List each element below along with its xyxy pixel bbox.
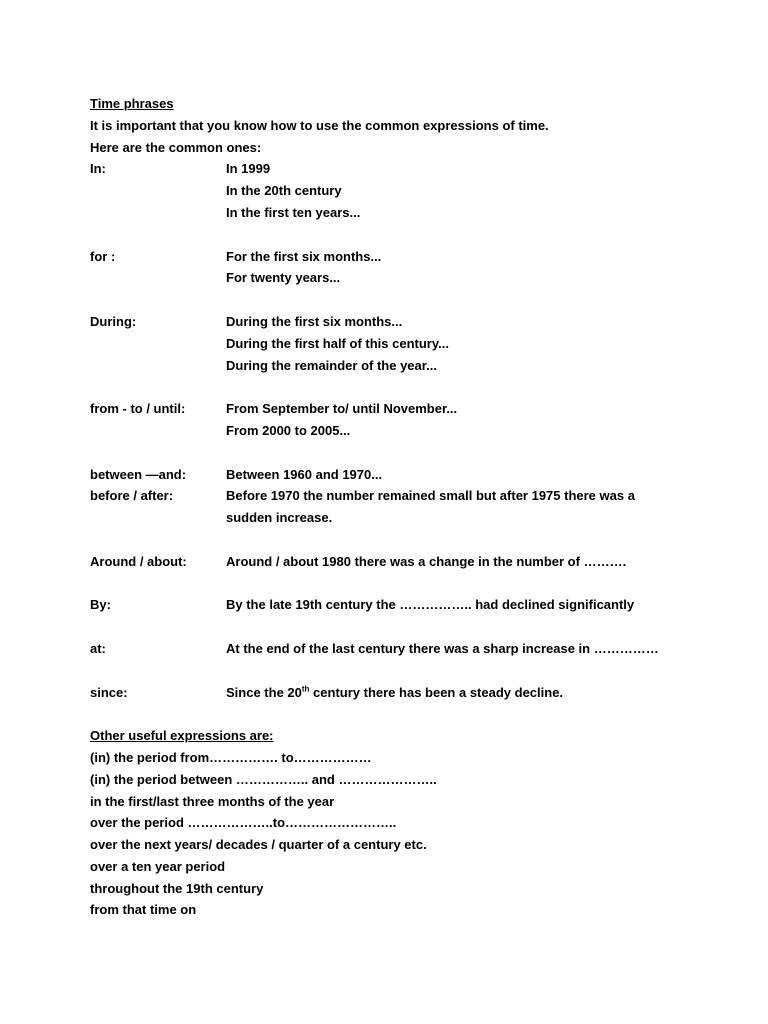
page-title: Time phrases [90,96,174,111]
phrase-label: between —and: [90,466,187,482]
phrase-example: Between 1960 and 1970... [226,466,383,482]
phrase-row [90,333,690,355]
phrase-row [90,464,690,486]
phrase-label: before / after: [90,488,174,504]
phrase-row [90,311,690,333]
phrase-text: Since the 20 [226,684,302,700]
phrase-example: In the first ten years... [226,204,361,220]
phrase-label: In: [90,161,106,177]
phrase-example: From 2000 to 2005... [226,422,351,438]
phrase-row [90,485,690,507]
phrase-row [90,420,690,442]
phrase-example: At the end of the last century there was a sharp increase in …………… [226,640,659,656]
phrase-label: for : [90,248,116,264]
section-title: Other useful expressions are: [90,728,274,744]
phrase-example: sudden increase. [226,510,333,526]
phrase-example [226,682,690,704]
phrase-label: since: [90,684,128,700]
phrase-example: By the late 19th century the …………….. had declined significantly [226,597,635,613]
expression-item: in the first/last three months of the year [90,793,335,809]
phrase-label: at: [90,640,106,656]
expression-item: (in) the period between …………….. and ………………….. [90,771,437,787]
expression-item: throughout the 19th century [90,880,264,896]
phrase-example: From September to/ until November... [226,401,458,417]
phrase-row [90,594,690,616]
phrase-label: Around / about: [90,553,187,569]
phrase-example: For the first six months... [226,248,382,264]
expression-item: (in) the period from……………. to……………… [90,749,372,765]
expression-item: from that time on [90,902,197,918]
phrase-row [90,398,690,420]
intro-line: Here are the common ones: [90,139,262,155]
phrase-example: In the 20th century [226,183,342,199]
phrase-row [90,158,690,180]
superscript: th [301,684,310,694]
phrase-label: By: [90,597,111,613]
phrase-row [90,551,690,573]
phrase-row [90,638,690,660]
intro-line: It is important that you know how to use the common expressions of time. [90,117,549,133]
expression-item: over the period ………………..to…………………….. [90,815,397,831]
phrase-label: During: [90,313,137,329]
phrase-row [90,355,690,377]
phrase-example: For twenty years... [226,270,341,286]
phrase-row [90,267,690,289]
phrase-example: Before 1970 the number remained small but after 1975 there was a [226,488,635,504]
phrase-row [90,202,690,224]
phrase-row [90,682,690,704]
phrase-example: During the first six months... [226,313,403,329]
expression-item: over a ten year period [90,858,226,874]
phrase-label: from - to / until: [90,401,186,417]
phrase-example: During the remainder of the year... [226,357,437,373]
document-page [90,93,690,921]
phrase-row [90,507,690,529]
phrase-example: During the first half of this century... [226,335,449,351]
expression-item: over the next years/ decades / quarter of a century etc. [90,837,427,853]
phrase-example: Around / about 1980 there was a change in the number of ………. [226,553,627,569]
phrase-row [90,180,690,202]
phrase-text: century there has been a steady decline. [309,684,564,700]
phrase-row [90,246,690,268]
phrase-example: In 1999 [226,161,271,177]
